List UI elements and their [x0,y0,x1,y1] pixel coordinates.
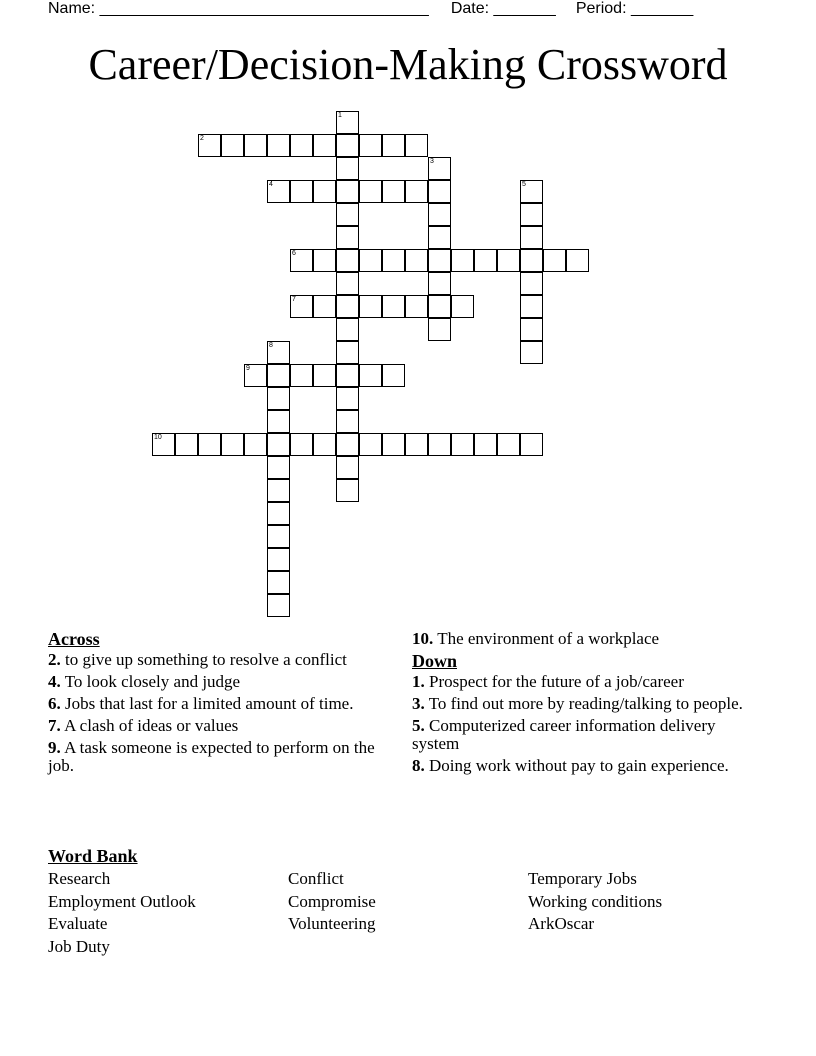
clue-item [412,630,762,648]
date-blank[interactable]: _______ [493,0,556,17]
crossword-cell[interactable] [451,249,474,272]
word-bank-item: ArkOscar [528,914,595,933]
clue-number: 2. [48,650,61,669]
crossword-cell[interactable] [428,295,451,318]
word-bank-item: Employment Outlook [48,891,196,911]
crossword-cell[interactable] [313,180,336,203]
clue-number: 8. [412,756,425,775]
crossword-cell[interactable] [520,295,543,318]
crossword-cell[interactable] [405,180,428,203]
crossword-cell[interactable] [221,134,244,157]
crossword-cell[interactable] [520,226,543,249]
date-label: Date: [450,0,494,17]
clue-item [48,739,388,775]
clue-number: 7 [292,296,296,303]
crossword-cell[interactable] [313,295,336,318]
crossword-cell[interactable] [336,272,359,295]
down-clue-list [412,673,762,775]
crossword-cell[interactable] [359,364,382,387]
crossword-cell[interactable] [428,318,451,341]
crossword-cell[interactable] [336,410,359,433]
crossword-cell[interactable] [290,364,313,387]
crossword-cell[interactable] [405,134,428,157]
crossword-cell[interactable] [290,295,313,318]
word-bank-item: Research [48,869,111,888]
crossword-cell[interactable] [520,249,543,272]
clue-number: 6 [292,250,296,257]
crossword-cell[interactable] [520,272,543,295]
clue-number: 6. [48,694,61,713]
crossword-cell[interactable] [267,548,290,571]
crossword-cell[interactable] [267,180,290,203]
clue-text: A task someone is expected to perform on the job. [48,738,375,775]
crossword-cell[interactable] [405,249,428,272]
word-bank-item: Conflict [288,869,344,888]
clue-text: Jobs that last for a limited amount of time. [65,694,354,713]
crossword-cell[interactable] [267,456,290,479]
crossword-cell[interactable] [520,203,543,226]
crossword-cell[interactable] [336,226,359,249]
crossword-cell[interactable] [520,180,543,203]
crossword-cell[interactable] [451,295,474,318]
crossword-cell[interactable] [336,364,359,387]
word-bank-item: Volunteering [288,914,376,933]
crossword-cell[interactable] [313,134,336,157]
word-bank-title: Word Bank [48,846,138,866]
clue-item [48,673,388,691]
crossword-cell[interactable] [382,134,405,157]
clue-item [412,717,762,753]
word-bank-item: Working conditions [528,891,663,911]
crossword-cell[interactable] [405,295,428,318]
crossword-cell[interactable] [359,134,382,157]
word-bank-item: Job Duty [48,936,110,956]
crossword-cell[interactable] [267,525,290,548]
crossword-cell[interactable] [520,341,543,364]
clue-item [412,673,762,691]
crossword-cell[interactable] [428,433,451,456]
crossword-cell[interactable] [428,180,451,203]
across-clues [48,630,388,779]
clue-text: Prospect for the future of a job/career [429,672,684,691]
name-blank[interactable]: _____________________________________ [99,0,429,17]
crossword-cell[interactable] [451,433,474,456]
crossword-cell[interactable] [543,249,566,272]
crossword-cell[interactable] [198,134,221,157]
crossword-cell[interactable] [267,410,290,433]
clue-number: 3 [430,158,434,165]
crossword-cell[interactable] [244,433,267,456]
word-bank-item: Compromise [288,891,376,911]
clue-number: 8 [269,342,273,349]
crossword-cell[interactable] [267,571,290,594]
crossword-cell[interactable] [566,249,589,272]
page-title: Career/Decision-Making Crossword [88,40,728,89]
crossword-cell[interactable] [267,134,290,157]
clue-text: To find out more by reading/talking to people. [428,694,743,713]
crossword-cell[interactable] [198,433,221,456]
crossword-cell[interactable] [428,203,451,226]
crossword-cell[interactable] [336,479,359,502]
crossword-cell[interactable] [267,594,290,617]
crossword-cell[interactable] [405,433,428,456]
down-clues-column [412,630,762,779]
across-clue-list-continued [412,630,762,648]
clue-number: 1 [338,112,342,119]
name-label: Name: [48,0,100,17]
crossword-cell[interactable] [336,433,359,456]
clue-number: 5. [412,716,425,735]
crossword-cell[interactable] [474,249,497,272]
clue-item [412,757,762,775]
clue-item [48,695,388,713]
crossword-cell[interactable] [175,433,198,456]
crossword-cell[interactable] [267,502,290,525]
clue-item [48,651,388,669]
crossword-cell[interactable] [290,134,313,157]
crossword-cell[interactable] [428,272,451,295]
clue-number: 3. [412,694,425,713]
clue-text: The environment of a workplace [437,629,660,648]
clue-text: Doing work without pay to gain experience. [429,756,729,775]
crossword-cell[interactable] [336,111,359,134]
crossword-cell[interactable] [382,433,405,456]
clue-number: 7. [48,716,61,735]
word-bank-item: Temporary Jobs [528,869,637,888]
clue-number: 2 [200,135,204,142]
crossword-cell[interactable] [336,387,359,410]
clue-number: 5 [522,181,526,188]
crossword-cell[interactable] [244,134,267,157]
crossword-cell[interactable] [267,387,290,410]
crossword-cell[interactable] [474,433,497,456]
crossword-cell[interactable] [520,433,543,456]
crossword-cell[interactable] [382,295,405,318]
crossword-cell[interactable] [290,249,313,272]
crossword-cell[interactable] [267,479,290,502]
clue-text: to give up something to resolve a conflict [65,650,347,669]
clue-number: 9 [246,365,250,372]
clue-number: 4 [269,181,273,188]
crossword-cell[interactable] [313,433,336,456]
crossword-cell[interactable] [359,249,382,272]
period-blank[interactable]: _______ [630,0,694,17]
crossword-cell[interactable] [290,180,313,203]
crossword-cell[interactable] [359,180,382,203]
crossword-cell[interactable] [382,180,405,203]
word-bank-item: Evaluate [48,914,108,933]
period-label: Period: [575,0,631,17]
down-heading: Down [412,651,458,671]
crossword-cell[interactable] [336,456,359,479]
clue-text: Computerized career information delivery system [412,716,716,753]
clue-item [48,717,388,735]
crossword-cell[interactable] [497,249,520,272]
across-heading: Across [48,629,100,649]
word-bank-column-1 [48,868,288,958]
crossword-cell[interactable] [244,364,267,387]
clue-number: 10. [412,629,434,648]
crossword-cell[interactable] [428,226,451,249]
crossword-cell[interactable] [336,341,359,364]
crossword-cell[interactable] [359,295,382,318]
crossword-cell[interactable] [221,433,244,456]
word-bank-column-2 [288,868,528,936]
crossword-cell[interactable] [428,157,451,180]
crossword-cell[interactable] [267,341,290,364]
clue-number: 10 [154,434,162,441]
crossword-cell[interactable] [313,249,336,272]
crossword-cell[interactable] [359,433,382,456]
crossword-cell[interactable] [313,364,336,387]
clue-text: To look closely and judge [64,672,241,691]
crossword-cell[interactable] [336,180,359,203]
across-clue-list [48,651,388,775]
clue-number: 1. [412,672,425,691]
crossword-cell[interactable] [520,318,543,341]
crossword-cell[interactable] [497,433,520,456]
crossword-cell[interactable] [336,249,359,272]
crossword-cell[interactable] [382,249,405,272]
clue-item [412,695,762,713]
crossword-cell[interactable] [382,364,405,387]
clue-text: A clash of ideas or values [64,716,239,735]
clue-number: 9. [48,738,61,757]
crossword-cell[interactable] [336,318,359,341]
crossword-cell[interactable] [267,433,290,456]
crossword-cell[interactable] [336,203,359,226]
crossword-cell[interactable] [152,433,175,456]
clue-number: 4. [48,672,61,691]
crossword-cell[interactable] [336,295,359,318]
word-bank-column-3 [528,868,768,936]
crossword-cell[interactable] [267,364,290,387]
crossword-cell[interactable] [428,249,451,272]
crossword-cell[interactable] [336,134,359,157]
crossword-cell[interactable] [290,433,313,456]
crossword-cell[interactable] [336,157,359,180]
